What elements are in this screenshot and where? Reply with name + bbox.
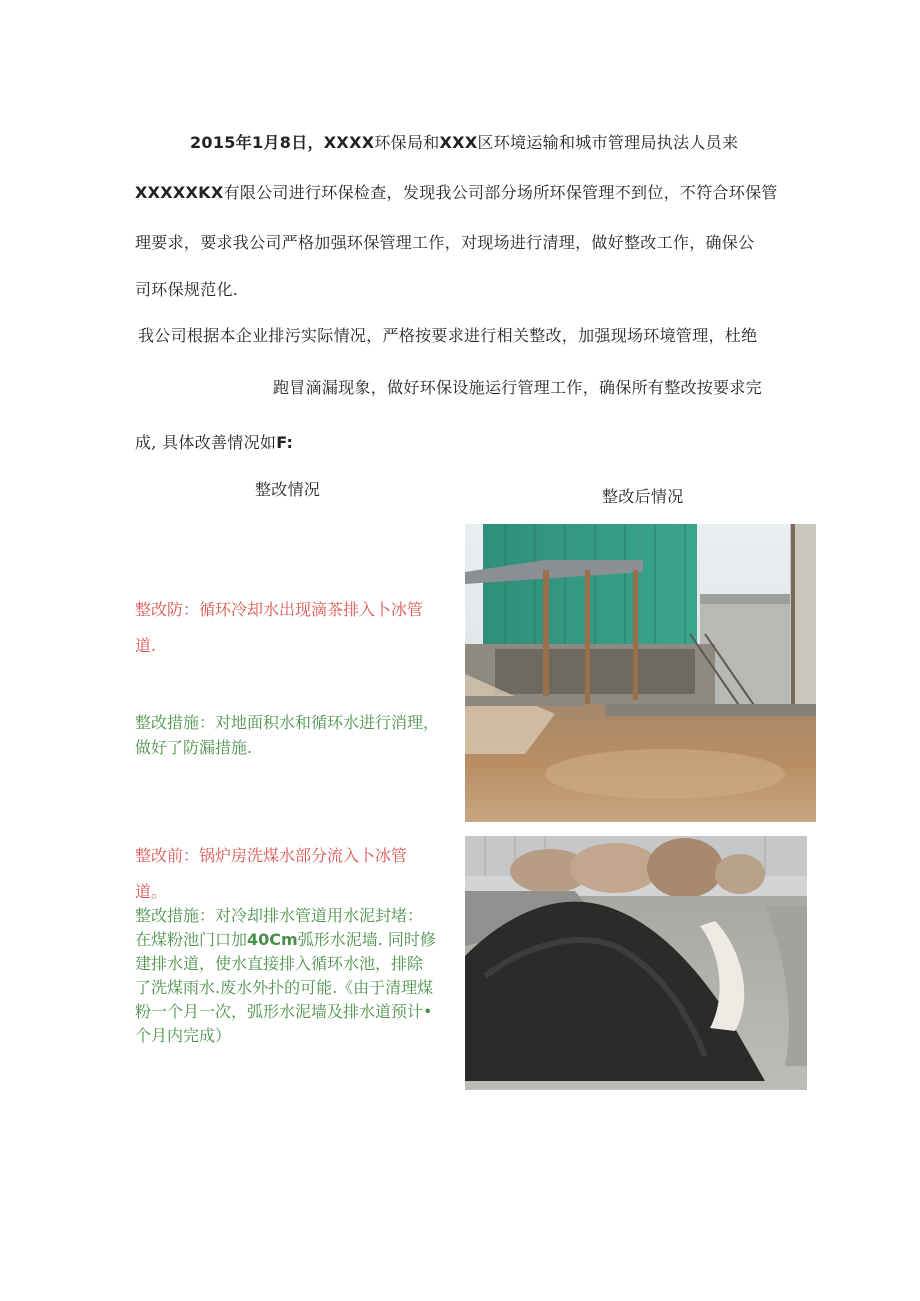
item2-before-2: 道。 (135, 882, 168, 901)
item2-measure (135, 904, 423, 928)
item2-measure-line-3: 建排水道，使水直接排入循环水池，排除 (135, 954, 424, 973)
intro-mid: 环保局和 (374, 133, 440, 152)
para2-line-3-text: 成, 具体改善情况如 (135, 433, 277, 452)
column-header-left: 整改情况 (255, 480, 321, 499)
item2-before-label: 整改前： (135, 846, 200, 865)
item2-measure-line-4: 了洗煤雨水.废水外扑的可能.《由于清理煤 (135, 978, 434, 997)
para2-line-3-bold: F: (276, 433, 294, 452)
item1-before-text: 循环冷却水出现滴茶排入卜冰管 (199, 600, 424, 619)
item1-measure-text: 对地面积水和循环水进行消理， (215, 713, 440, 732)
intro-line-3: 理要求，要求我公司严格加强环保管理工作，对现场进行清理，做好整改工作，确保公 (135, 233, 755, 252)
para2-line-1: 我公司根据本企业排污实际情况，严格按要求进行相关整改，加强现场环境管理，杜绝 (138, 326, 758, 345)
intro-end: 区环境运输和城市管理局执法人员来 (477, 133, 739, 152)
item2-before-text: 锅炉房洗煤水部分流入卜冰管 (199, 846, 408, 865)
item1-before (135, 598, 423, 622)
intro-line-2-text: 有限公司进行环保检查，发现我公司部分场所环保管理不到位，不符合环保管 (223, 183, 778, 202)
coal-pile-photo (465, 836, 807, 1090)
item2-before (135, 844, 407, 868)
item1-before-label: 整改防： (135, 600, 200, 619)
item2-m2-post: 弧形水泥墙. 同时修 (297, 930, 436, 949)
intro-date: 2015年1月8日， (190, 133, 324, 152)
item1-measure-label: 整改措施： (135, 713, 216, 732)
para2-line-3 (135, 433, 293, 453)
intro-line-1 (190, 133, 738, 153)
intro-company: XXXXXKX (135, 183, 224, 202)
cooling-tower-photo (465, 524, 816, 822)
intro-line-2 (135, 183, 778, 203)
item2-measure-label: 整改措施： (135, 906, 216, 925)
item2-measure-line-2 (135, 928, 436, 952)
item2-measure-line-5: 粉一个月一次，弧形水泥墙及排水道预计• (135, 1002, 433, 1021)
item1-measure (135, 711, 439, 735)
intro-org1: XXXX (323, 133, 375, 152)
intro-line-4: 司环保规范化. (135, 280, 239, 299)
para2-line-2: 跑冒滴漏现象，做好环保设施运行管理工作，确保所有整改按要求完 (273, 378, 763, 397)
item1-before-2: 道. (135, 636, 157, 655)
item2-measure-line-6: 个月内完成） (135, 1026, 232, 1045)
column-header-right: 整改后情况 (602, 487, 684, 506)
intro-org2: XXX (439, 133, 478, 152)
item2-m2-pre: 在煤粉池门口加 (135, 930, 248, 949)
item2-measure-text: 对冷却排水管道用水泥封堵： (215, 906, 424, 925)
item2-m2-bold: 40Cm (247, 930, 298, 949)
item1-measure-2: 做好了防漏措施. (135, 738, 253, 757)
